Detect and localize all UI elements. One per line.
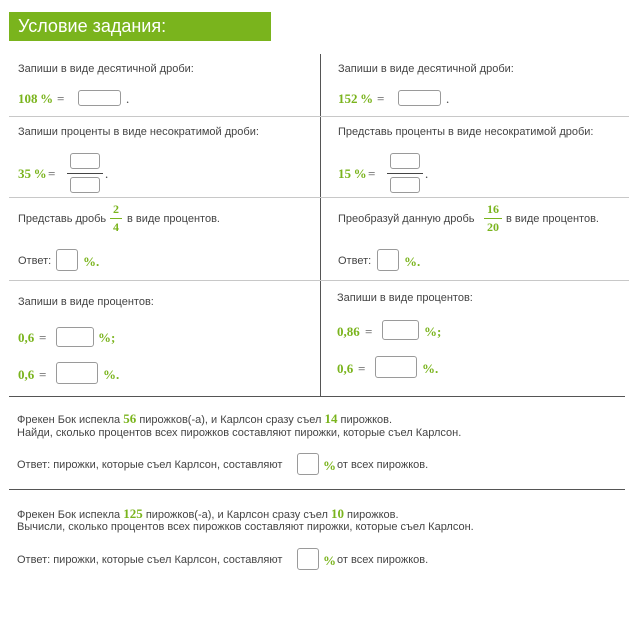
cell-7-row-2-value: 0,6 xyxy=(18,367,35,382)
cell-2-equals: = xyxy=(377,91,385,106)
cell-1-equals: = xyxy=(57,91,65,106)
section-divider-2 xyxy=(9,489,625,490)
cell-4-period: . xyxy=(425,166,429,181)
problem-2-answer-label: Ответ: пирожки, которые съел Карлсон, составляют xyxy=(17,554,283,566)
cell-6-fraction-bar xyxy=(484,218,502,219)
cell-8-row-1-equals: = xyxy=(365,324,373,339)
cell-2-value: 152 % xyxy=(338,91,374,106)
cell-5-answer-label: Ответ: xyxy=(18,255,52,267)
task-header: Условие задания: xyxy=(9,12,271,41)
cell-6-fraction xyxy=(484,203,502,235)
cell-5-fraction-bar xyxy=(110,218,122,219)
cell-1-value: 108 % xyxy=(18,91,54,106)
problem-1-baked-count: 56 xyxy=(123,411,137,426)
grid-divider-row-3 xyxy=(9,280,629,281)
cell-2-prompt: Запиши в виде десятичной дроби: xyxy=(338,63,514,75)
problem-1-answer-label: Ответ: пирожки, которые съел Карлсон, составляют xyxy=(17,459,283,471)
cell-5-fraction xyxy=(110,203,122,235)
cell-8-row-1-input[interactable] xyxy=(382,320,419,340)
section-divider-1 xyxy=(9,396,625,397)
problem-2-line-2: Вычисли, сколько процентов всех пирожков составляют пирожки, которые съел Карлсон. xyxy=(17,521,474,533)
cell-6-answer-label: Ответ: xyxy=(338,255,372,267)
cell-7-row-1-equals: = xyxy=(39,330,47,345)
cell-5-answer-suffix: %. xyxy=(83,254,100,269)
cell-2-period: . xyxy=(446,91,450,106)
cell-5-answer-input[interactable] xyxy=(56,249,78,271)
cell-4-equals: = xyxy=(368,166,376,181)
cell-6-prompt-before: Преобразуй данную дробь xyxy=(338,213,475,225)
problem-1-answer-after: от всех пирожков. xyxy=(337,459,429,471)
cell-6-answer-suffix: %. xyxy=(404,254,421,269)
cell-1-prompt: Запиши в виде десятичной дроби: xyxy=(18,63,194,75)
cell-3-equals: = xyxy=(48,166,56,181)
cell-1-period: . xyxy=(126,91,130,106)
grid-divider-row-1 xyxy=(9,116,629,117)
problem-1-percent-sign: % xyxy=(323,458,336,473)
problem-2-baked-count: 125 xyxy=(123,506,143,521)
cell-8-row-1-value: 0,86 xyxy=(337,324,360,339)
cell-6-numerator: 16 xyxy=(487,202,499,216)
cell-8-row-2-value: 0,6 xyxy=(337,361,354,376)
problem-2-line-1: Фрекен Бок испекла 125 пирожков(-а), и Карлсон сразу съел 10 пирожков. xyxy=(17,506,399,521)
cell-8-row-2-suffix: %. xyxy=(422,361,439,376)
cell-6-denominator: 20 xyxy=(487,220,499,234)
cell-7-row-1-input[interactable] xyxy=(56,327,94,347)
cell-5-prompt-before: Представь дробь xyxy=(18,213,107,225)
cell-5-denominator: 4 xyxy=(113,220,119,234)
cell-8-prompt: Запиши в виде процентов: xyxy=(337,292,473,304)
cell-6-answer-input[interactable] xyxy=(377,249,399,271)
cell-4-fraction-bar xyxy=(387,173,423,174)
problem-1-line-2: Найди, сколько процентов всех пирожков составляют пирожки, которые съел Карлсон. xyxy=(17,427,462,439)
cell-7-row-2-equals: = xyxy=(39,367,47,382)
cell-5-numerator: 2 xyxy=(113,202,119,216)
cell-1-answer-input[interactable] xyxy=(78,90,121,106)
cell-4-prompt: Представь проценты в виде несократимой дроби: xyxy=(338,126,594,138)
cell-4-denominator-input[interactable] xyxy=(390,177,420,193)
cell-2-answer-input[interactable] xyxy=(398,90,441,106)
cell-4-numerator-input[interactable] xyxy=(390,153,420,169)
problem-2-answer-input[interactable] xyxy=(297,548,319,570)
problem-2-answer-after: от всех пирожков. xyxy=(337,554,429,566)
grid-divider-vertical xyxy=(320,54,321,396)
cell-3-value: 35 % xyxy=(18,166,47,181)
exercise-grid xyxy=(9,54,629,396)
cell-3-fraction-bar xyxy=(67,173,103,174)
problem-2-percent-sign: % xyxy=(323,553,336,568)
cell-7-row-1-suffix: %; xyxy=(98,330,116,345)
cell-8-row-1-suffix: %; xyxy=(424,324,442,339)
cell-7-row-2-input[interactable] xyxy=(56,362,98,384)
cell-7-prompt: Запиши в виде процентов: xyxy=(18,296,154,308)
grid-divider-row-2 xyxy=(9,197,629,198)
cell-4-value: 15 % xyxy=(338,166,367,181)
cell-8-row-2-input[interactable] xyxy=(375,356,417,378)
cell-3-period: . xyxy=(105,166,109,181)
problem-1-line-1: Фрекен Бок испекла 56 пирожков(-а), и Карлсон сразу съел 14 пирожков. xyxy=(17,411,393,426)
cell-6-prompt-after: в виде процентов. xyxy=(506,213,599,225)
problem-1-answer-input[interactable] xyxy=(297,453,319,475)
cell-3-denominator-input[interactable] xyxy=(70,177,100,193)
problem-2-eaten-count: 10 xyxy=(330,506,344,521)
cell-7-row-1-value: 0,6 xyxy=(18,330,35,345)
cell-8-row-2-equals: = xyxy=(358,361,366,376)
cell-3-numerator-input[interactable] xyxy=(70,153,100,169)
cell-3-prompt: Запиши проценты в виде несократимой дроби: xyxy=(18,126,259,138)
problem-1-eaten-count: 14 xyxy=(324,411,338,426)
cell-7-row-2-suffix: %. xyxy=(103,367,120,382)
cell-5-prompt-after: в виде процентов. xyxy=(127,213,220,225)
